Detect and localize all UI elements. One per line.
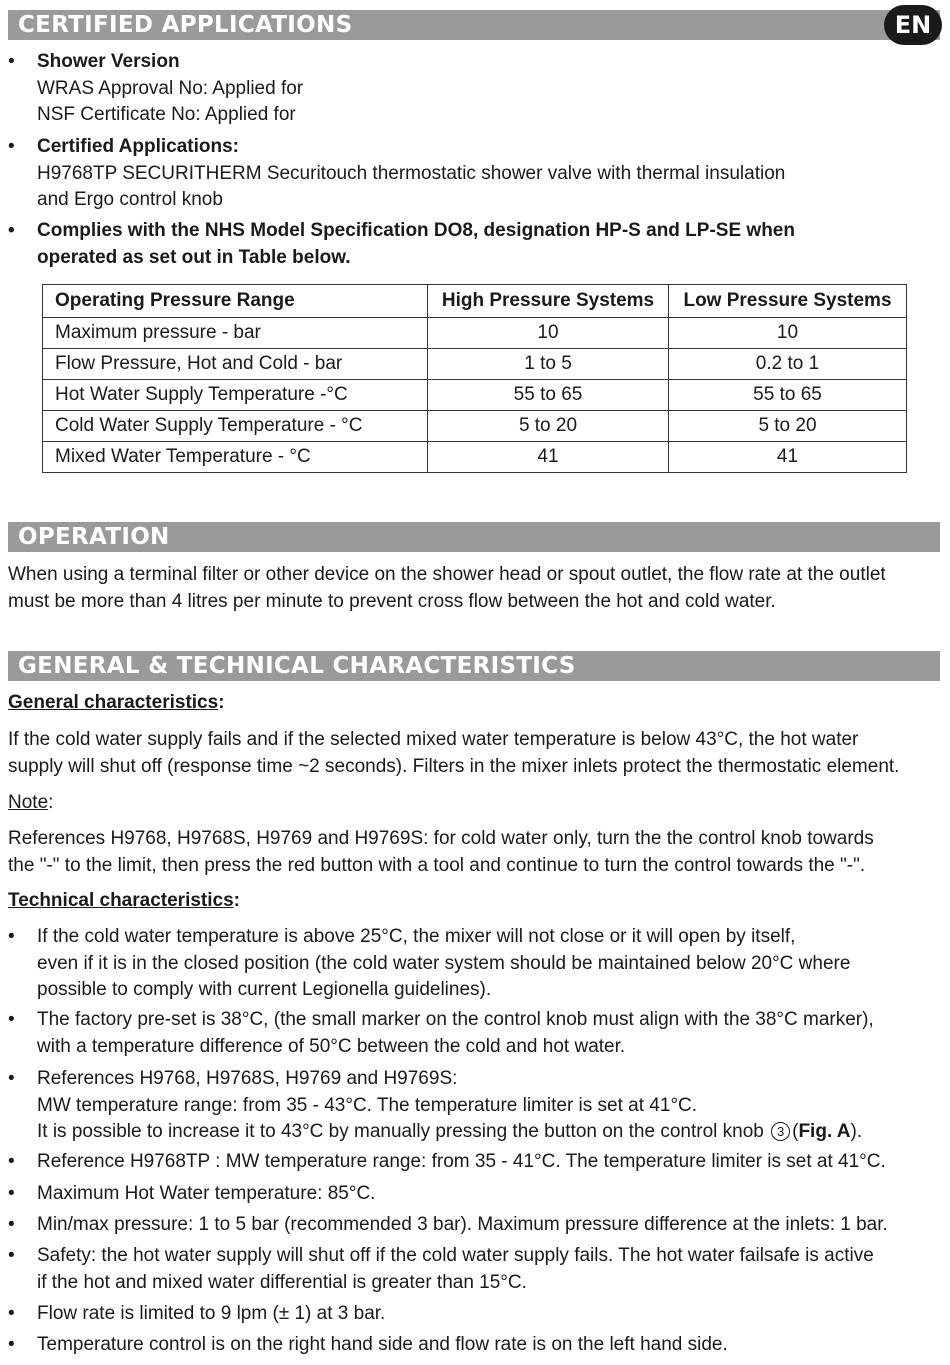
note-line: References H9768, H9768S, H9769 and H9769S: for cold water only, turn the the control knob towards [8,828,874,849]
operating-pressure-table [42,284,907,473]
tech-bullet-factory-preset [8,1007,874,1060]
table-header: Operating Pressure Range [43,285,428,318]
bullet-dot: • [8,1151,15,1172]
table-row [43,411,907,442]
bullet-dot: • [8,926,15,947]
figure-reference: Fig. A [798,1121,851,1142]
paren: ( [792,1121,799,1142]
table-cell: 0.2 to 1 [669,349,907,380]
bullet-dot: • [8,136,15,157]
section-heading-certified: CERTIFIED APPLICATIONS [8,10,940,40]
bullet-dot: • [8,1068,15,1089]
bullet-line: The factory pre-set is 38°C, (the small marker on the control knob must align with the 38°C marker), [37,1009,874,1030]
bullet-line [37,1119,862,1146]
table-cell: 10 [669,318,907,349]
certified-apps-line: and Ergo control knob [37,189,223,210]
bullet-line: even if it is in the closed position (the cold water system should be maintained below 20°C where [37,952,851,974]
callout-number-3: 3 [771,1122,790,1141]
table-row [43,380,907,411]
general-paragraph [8,727,944,780]
table-header: High Pressure Systems [428,285,669,318]
bullet-dot: • [8,1303,15,1324]
table-cell: Hot Water Supply Temperature -°C [43,380,428,411]
table-cell: Flow Pressure, Hot and Cold - bar [43,349,428,380]
operation-line: When using a terminal filter or other device on the shower head or spout outlet, the flow rate at the outlet [8,564,886,585]
bullet-line: Safety: the hot water supply will shut off if the cold water supply fails. The hot water failsafe is active [37,1245,874,1266]
bullet-dot: • [8,51,15,72]
language-badge: EN [884,5,942,45]
table-cell: 10 [428,318,669,349]
bullet-line: Maximum Hot Water temperature: 85°C. [37,1183,376,1204]
bullet-complies [8,218,795,271]
bullet-dot: • [8,1245,15,1266]
bullet-line: with a temperature difference of 50°C between the cold and hot water. [37,1035,626,1057]
operation-line: must be more than 4 litres per minute to prevent cross flow between the hot and cold water. [8,590,776,612]
colon: : [218,692,225,713]
table-cell: 55 to 65 [428,380,669,411]
tech-bullet-safety [8,1243,874,1296]
note-heading [8,790,944,817]
table-row [43,442,907,473]
tech-bullet-h9768tp [8,1149,886,1176]
wras-line: WRAS Approval No: Applied for [37,77,304,99]
general-characteristics-heading [8,690,944,717]
table-cell: Cold Water Supply Temperature - °C [43,411,428,442]
complies-line: Complies with the NHS Model Specification DO8, designation HP-S and LP-SE when [37,220,795,241]
table-cell: 41 [428,442,669,473]
shower-version-title: Shower Version [37,51,180,72]
technical-characteristics-title: Technical characteristics [8,890,234,911]
table-row [43,318,907,349]
note-title: Note [8,792,49,813]
tech-bullet-max-hot-water [8,1181,375,1208]
technical-characteristics-heading [8,888,944,915]
certified-apps-line: H9768TP SECURITHERM Securitouch thermostatic shower valve with thermal insulation [37,162,786,184]
table-header: Low Pressure Systems [669,285,907,318]
note-line: the "-" to the limit, then press the red button with a tool and continue to turn the control towards the "-". [8,854,866,876]
tech-bullet-cold-water [8,924,850,1004]
bullet-line: References H9768, H9768S, H9769 and H9769S: [37,1068,458,1089]
bullet-line: if the hot and mixed water differential is greater than 15°C. [37,1271,527,1293]
bullet-line: Min/max pressure: 1 to 5 bar (recommended 3 bar). Maximum pressure difference at the inlets: 1 bar. [37,1214,888,1235]
table-row [43,349,907,380]
bullet-shower-version [8,49,303,129]
table-cell: 55 to 65 [669,380,907,411]
bullet-dot: • [8,1183,15,1204]
bullet-line: Temperature control is on the right hand side and flow rate is on the left hand side. [37,1334,728,1355]
bullet-dot: • [8,1334,15,1355]
colon: : [233,890,240,911]
tech-bullet-controls [8,1332,728,1359]
table-cell: 5 to 20 [669,411,907,442]
table-cell: Mixed Water Temperature - °C [43,442,428,473]
bullet-line: MW temperature range: from 35 - 43°C. The temperature limiter is set at 41°C. [37,1094,698,1116]
bullet-text: It is possible to increase it to 43°C by manually pressing the button on the control knob [37,1121,764,1142]
bullet-dot: • [8,1009,15,1030]
table-cell: 41 [669,442,907,473]
tech-bullet-flow-rate [8,1301,385,1328]
table-cell: 5 to 20 [428,411,669,442]
table-header-row [43,285,907,318]
paren: ). [850,1121,863,1142]
bullet-line: possible to comply with current Legionella guidelines). [37,979,492,1000]
certified-apps-title: Certified Applications: [37,136,239,157]
complies-line: operated as set out in Table below. [37,246,351,268]
section-heading-operation: OPERATION [8,522,940,552]
table-cell: Maximum pressure - bar [43,318,428,349]
table-cell: 1 to 5 [428,349,669,380]
operation-paragraph [8,562,944,615]
general-characteristics-title: General characteristics [8,692,219,713]
general-line: If the cold water supply fails and if the selected mixed water temperature is below 43°C, the hot water [8,729,859,750]
bullet-line: If the cold water temperature is above 25°C, the mixer will not close or it will open by itself, [37,926,796,947]
bullet-dot: • [8,1214,15,1235]
nsf-line: NSF Certificate No: Applied for [37,104,296,125]
note-paragraph [8,826,944,879]
bullet-line: Flow rate is limited to 9 lpm (± 1) at 3 bar. [37,1303,386,1324]
colon: : [48,792,54,813]
general-line: supply will shut off (response time ~2 seconds). Filters in the mixer inlets protect the thermostatic element. [8,755,900,777]
bullet-dot: • [8,220,15,241]
section-heading-general: GENERAL & TECHNICAL CHARACTERISTICS [8,651,940,681]
tech-bullet-references [8,1066,862,1146]
bullet-line: Reference H9768TP : MW temperature range: from 35 - 41°C. The temperature limiter is set at 41°C. [37,1151,886,1172]
tech-bullet-pressure [8,1212,888,1239]
bullet-certified-applications [8,134,785,214]
